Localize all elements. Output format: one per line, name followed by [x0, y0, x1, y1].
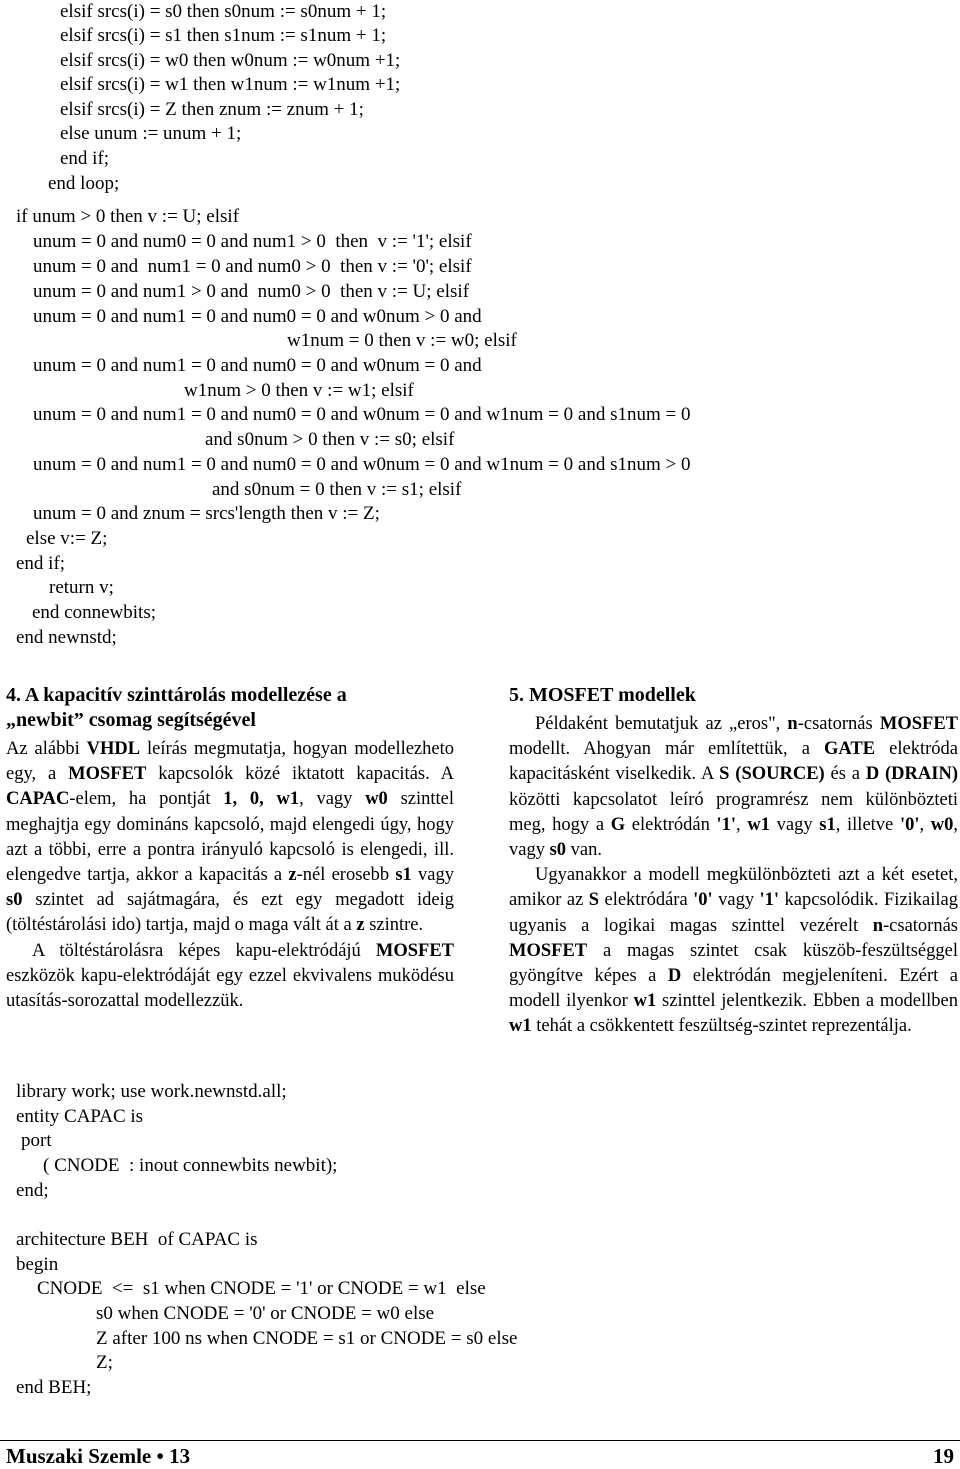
bold-term: VHDL: [86, 739, 141, 759]
code-line: ( CNODE : inout connewbits newbit);: [43, 1155, 338, 1176]
code-line: port: [21, 1130, 52, 1151]
text-run: van.: [566, 840, 603, 861]
code-line: elsif srcs(i) = s0 then s0num := s0num + 1;: [60, 1, 387, 22]
text-run: szinttel jelentkezik. Ebben a modellben: [656, 991, 958, 1012]
text-run: Ugyanakkor a modell megkülönbözteti azt a két esetet, amikor az: [509, 865, 958, 911]
bold-term: w1: [509, 1016, 532, 1037]
bold-term: '0': [693, 890, 713, 911]
code-line: unum = 0 and znum = srcs'length then v := Z;: [33, 503, 380, 524]
text-run: elektródára: [599, 890, 694, 911]
section-4-paragraph-1: [6, 737, 454, 939]
bold-term: MOSFET: [509, 940, 588, 961]
code-line: elsif srcs(i) = s1 then s1num := s1num + 1;: [60, 25, 387, 46]
code-line: s0 when CNODE = '0' or CNODE = w0 else: [96, 1303, 435, 1324]
text-run: kapcsolók közé iktatott kapacitás. A: [146, 764, 454, 785]
code-line: end if;: [16, 553, 66, 574]
code-line: unum = 0 and num1 = 0 and num0 = 0 and w0num = 0 and w1num = 0 and s1num = 0: [33, 404, 691, 425]
bold-term: D (DRAIN): [865, 764, 958, 785]
bold-term: S (SOURCE): [719, 764, 825, 785]
bold-term: '1': [716, 814, 737, 835]
text-run: ,: [736, 814, 748, 835]
bold-term: z: [288, 865, 297, 886]
bold-term: w1: [747, 814, 770, 835]
code-line: library work; use work.newnstd.all;: [16, 1081, 287, 1102]
bold-term: '1': [759, 890, 780, 911]
text-run: leírás megmutatja, hogyan modellezheto egy, a: [6, 739, 454, 785]
text-run: modellt. Ahogyan már említettük, a: [509, 739, 825, 760]
text-run: ,: [919, 814, 931, 835]
text-run: szintre.: [364, 915, 424, 936]
footer-rule: [0, 1440, 960, 1441]
code-line: elsif srcs(i) = w1 then w1num := w1num +1;: [60, 74, 401, 95]
bold-term: w1: [276, 789, 300, 810]
section-5-paragraph-1: [509, 712, 958, 863]
text-run: tehát a csökkentett feszültség-szintet reprezentálja.: [531, 1016, 912, 1037]
code-line: if unum > 0 then v := U; elsif: [16, 206, 240, 227]
section-4-heading-line-1: 4. A kapacitív szinttárolás modellezése a: [6, 684, 347, 706]
text-run: , vagy: [509, 814, 959, 861]
code-line: and s0num = 0 then v := s1; elsif: [212, 479, 462, 500]
code-line: end loop;: [48, 173, 120, 194]
text-run: -elem, ha pontját: [69, 789, 224, 810]
text-run: vagy: [411, 865, 455, 886]
section-5-column: [509, 683, 958, 1040]
bold-term: n: [787, 714, 798, 734]
section-5-paragraph-2: [509, 863, 958, 1039]
bold-term: z: [356, 915, 365, 936]
code-line: and s0num > 0 then v := s0; elsif: [205, 429, 455, 450]
code-line: end newnstd;: [16, 627, 117, 648]
bold-term: s1: [395, 865, 412, 886]
bold-term: s0: [6, 890, 23, 911]
code-line: architecture BEH of CAPAC is: [16, 1229, 258, 1250]
bold-term: MOSFET: [879, 714, 958, 734]
text-run: -csatornás: [883, 915, 958, 936]
text-run: eszközök kapu-elektródáját egy ezzel ekvivalens muködésu utasítás-sorozattal modellezzük.: [6, 965, 454, 1012]
section-5-heading: 5. MOSFET modellek: [509, 684, 696, 706]
text-run: Példaként bemutatjuk az „eros",: [535, 714, 788, 734]
text-run: -csatornás: [797, 714, 880, 734]
bold-term: 1, 0,: [223, 789, 264, 810]
code-line: end connewbits;: [32, 602, 157, 623]
code-line: unum = 0 and num1 > 0 and num0 > 0 then v := U; elsif: [33, 281, 470, 302]
code-line: CNODE <= s1 when CNODE = '1' or CNODE = w1 else: [37, 1278, 486, 1299]
code-line: else unum := unum + 1;: [60, 123, 242, 144]
code-line: return v;: [49, 577, 114, 598]
journal-name: Muszaki Szemle • 13: [6, 1444, 191, 1468]
bold-term: MOSFET: [68, 764, 147, 785]
text-run: A töltéstárolásra képes kapu-elektródájú: [32, 940, 376, 961]
text-run: , illetve: [835, 814, 900, 835]
text-run: elektróda kapacitásként viselkedik. A: [509, 739, 958, 785]
bold-term: w0: [930, 814, 954, 835]
section-4-heading-line-2: „newbit” csomag segítségével: [6, 709, 256, 731]
text-run: [264, 789, 277, 809]
bold-term: s1: [819, 814, 836, 835]
bold-term: D: [667, 966, 682, 987]
code-line: unum = 0 and num1 = 0 and num0 = 0 and w0num > 0 and: [33, 306, 482, 327]
code-line: w1num = 0 then v := w0; elsif: [287, 330, 517, 351]
code-line: w1num > 0 then v := w1; elsif: [184, 380, 414, 401]
code-line: elsif srcs(i) = w0 then w0num := w0num +1;: [60, 50, 401, 71]
bold-term: MOSFET: [375, 940, 454, 961]
text-run: szinttel meghajtja egy domináns kapcsoló, majd elengedi úgy, hogy azt a többi, erre a pontra irányuló kapcsoló is elengedi, ill. elengedve tartja, akkor a kapacitás a: [6, 789, 454, 886]
code-line: unum = 0 and num1 = 0 and num0 > 0 then v := '0'; elsif: [33, 256, 472, 277]
section-4-column: [6, 683, 454, 1014]
bold-term: GATE: [824, 739, 876, 760]
code-line: unum = 0 and num1 = 0 and num0 = 0 and w0num = 0 and w1num = 0 and s1num > 0: [33, 454, 691, 475]
code-line: end BEH;: [16, 1377, 92, 1398]
page-number: 19: [933, 1444, 954, 1468]
text-run: elektródán megjeleníteni. Ezért a modell ilyenkor: [509, 966, 958, 1012]
bold-term: n: [872, 915, 883, 936]
section-4-paragraph-2: [6, 939, 454, 1015]
code-line: elsif srcs(i) = Z then znum := znum + 1;: [60, 99, 364, 120]
bold-term: '0': [899, 814, 920, 835]
text-run: elektródán: [625, 814, 717, 835]
code-line: end;: [16, 1180, 49, 1201]
code-line: end if;: [60, 148, 110, 169]
bold-term: w0: [365, 789, 388, 810]
bold-term: G: [610, 814, 626, 835]
text-run: , vagy: [299, 789, 366, 810]
code-line: unum = 0 and num0 = 0 and num1 > 0 then v := '1'; elsif: [33, 231, 472, 252]
bold-term: s0: [549, 840, 567, 861]
text-run: -nél erosebb: [296, 865, 396, 886]
text-run: vagy: [769, 814, 820, 835]
bold-term: CAPAC: [6, 789, 70, 810]
text-run: és a: [824, 764, 866, 785]
code-line: entity CAPAC is: [16, 1106, 144, 1127]
code-line: Z after 100 ns when CNODE = s1 or CNODE = s0 else: [96, 1328, 518, 1349]
code-line: Z;: [96, 1352, 113, 1373]
bold-term: S: [588, 890, 600, 911]
text-run: a magas szintet csak küszöb-feszültséggel gyöngítve képes a: [509, 940, 958, 987]
text-run: szintet ad sajátmagára, és ezt egy megadott ideig (töltéstárolási ido) tartja, majd o maga vált át a: [6, 890, 454, 936]
text-run: vagy: [712, 890, 760, 911]
code-line: unum = 0 and num1 = 0 and num0 = 0 and w0num = 0 and: [33, 355, 482, 376]
bold-term: w1: [633, 991, 657, 1012]
section-4-heading: [6, 683, 454, 733]
text-run: kapcsolódik. Fizikailag ugyanis a logikai magas szinttel vezérelt: [509, 890, 958, 936]
code-line: else v:= Z;: [26, 528, 108, 549]
code-line: begin: [16, 1254, 59, 1275]
text-run: közötti kapcsolatot leíró programrész nem különbözteti meg, hogy a: [509, 789, 958, 835]
text-run: Az alábbi: [6, 739, 87, 759]
